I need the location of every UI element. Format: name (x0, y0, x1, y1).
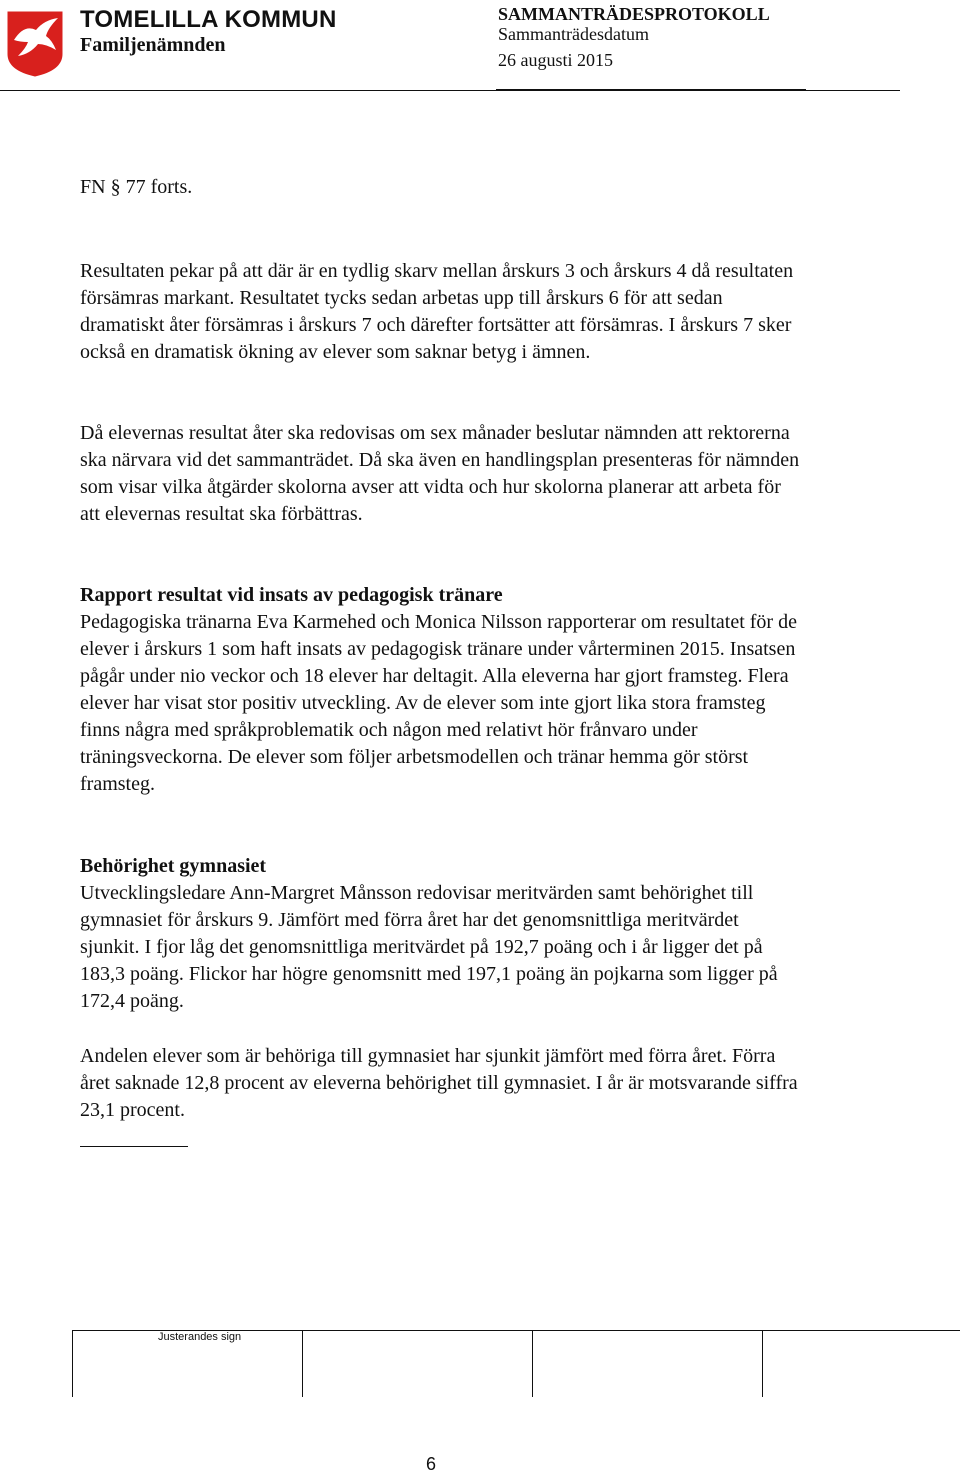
signature-label: Justerandes sign (158, 1331, 242, 1343)
seagull-crest-logo (6, 10, 64, 78)
meeting-date: 26 augusti 2015 (498, 50, 613, 70)
end-rule (80, 1146, 188, 1147)
meeting-date-label: Sammanträdesdatum (498, 24, 649, 44)
document-type: SAMMANTRÄDESPROTOKOLL (498, 4, 770, 24)
section-heading: Rapport resultat vid insats av pedagogisk tränare (80, 584, 503, 606)
section-text: Pedagogiska tränarna Eva Karmehed och Monica Nilsson rapporterar om resultatet för de elever i årskurs 1 som haft insats av pedagogisk tränare under vårterminen 2015. Insatsen pågår under nio veckor och 18 elever har deltagit. Alla eleverna har gjort framsteg. Flera elever har visat stor positiv utveckling. Av de elever som inte gjort lika stora framsteg finns några med språkproblematik och någon med relativt hör frånvaro under träningsveckorna. De elever som följer arbetsmodellen och tränar hemma gör störst framsteg. (80, 611, 797, 795)
signature-cell (72, 1331, 73, 1397)
section-upper-secondary-eligibility (80, 853, 800, 1015)
department-name: Familjenämnden (80, 34, 226, 56)
paragraph-eligibility-share: Andelen elever som är behöriga till gymnasiet har sjunkit jämfört med förra året. Förra året saknade 12,8 procent av eleverna behörighet till gymnasiet. I år är motsvarande siffra 23,1 procent. (80, 1045, 798, 1121)
section-continued-label: FN § 77 forts. (80, 176, 193, 198)
page-number: 6 (426, 1454, 437, 1474)
signature-cell (762, 1331, 763, 1397)
header-divider-accent (496, 89, 806, 91)
paragraph-results: Resultaten pekar på att där är en tydlig skarv mellan årskurs 3 och årskurs 4 då resultaten försämras markant. Resultatet tycks sedan arbetas upp till årskurs 6 för att sedan dramatiskt åter försämras i årskurs 7 och därefter fortsätter att försämras. I årskurs 7 sker också en dramatisk ökning av elever som saknar betyg i ämnen. (80, 260, 794, 363)
section-heading: Behörighet gymnasiet (80, 855, 267, 877)
signature-cell (532, 1331, 533, 1397)
section-text: Utvecklingsledare Ann-Margret Månsson redovisar meritvärden samt behörighet till gymnasiet för årskurs 9. Jämfört med förra året har det genomsnittliga meritvärdet sjunkit. I fjor låg det genomsnittliga meritvärdet på 192,7 poäng och i år ligger det på 183,3 poäng. Flickor har högre genomsnitt med 197,1 poäng än pojkarna som ligger på 172,4 poäng. (80, 882, 778, 1012)
organization-name: TOMELILLA KOMMUN (80, 6, 337, 33)
signature-cell (302, 1331, 303, 1397)
paragraph-decision: Då elevernas resultat åter ska redovisas om sex månader beslutar nämnden att rektorerna ska närvara vid det sammanträdet. Då ska även en handlingsplan presenteras för nämnden som visar vilka åtgärder skolorna avser att vidta och hur skolorna planerar att arbeta för att elevernas resultat ska förbättras. (80, 422, 800, 525)
section-pedagogical-trainer (80, 582, 800, 798)
